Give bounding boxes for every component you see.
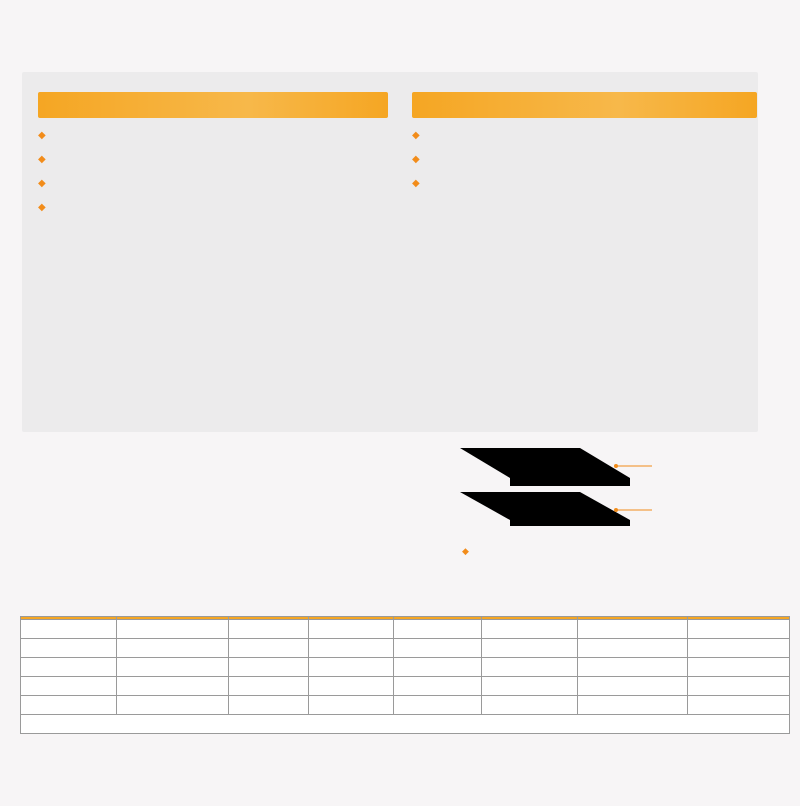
table-cell	[308, 639, 394, 658]
table-cell	[688, 639, 790, 658]
silicone-adhesive-edge	[510, 478, 630, 486]
feature-item	[38, 126, 388, 141]
table-cell	[228, 658, 308, 677]
silicone-adhesive-layer	[460, 448, 630, 478]
table-cell	[688, 677, 790, 696]
table-cell	[482, 658, 578, 677]
diamond-bullet-icon: ◆	[412, 130, 420, 141]
table-footer-row	[21, 715, 790, 734]
leader-dot	[614, 508, 618, 512]
features-section	[38, 92, 388, 222]
page-header	[18, 8, 778, 11]
table-cell	[578, 639, 688, 658]
table-cell	[578, 658, 688, 677]
table-row	[21, 677, 790, 696]
table-cell	[228, 620, 308, 639]
table-cell	[482, 639, 578, 658]
table-cell	[116, 696, 228, 715]
structure-note	[462, 544, 782, 560]
table-cell	[482, 620, 578, 639]
table-row	[21, 696, 790, 715]
table-cell	[482, 677, 578, 696]
film-structure-diagram	[420, 440, 780, 540]
application-item	[412, 150, 757, 165]
feature-item	[38, 198, 388, 213]
table-cell	[578, 620, 688, 639]
table-cell	[482, 696, 578, 715]
table-cell	[21, 620, 117, 639]
table-cell	[308, 677, 394, 696]
table-cell	[116, 658, 228, 677]
diamond-bullet-icon: ◆	[38, 178, 46, 189]
table-cell	[21, 677, 117, 696]
structure-note-cn	[462, 544, 782, 559]
table-cell	[228, 696, 308, 715]
leader-dot	[614, 464, 618, 468]
diamond-bullet-icon: ◆	[412, 154, 420, 165]
table-cell	[308, 696, 394, 715]
table-row	[21, 639, 790, 658]
table-cell	[688, 696, 790, 715]
table-cell	[21, 639, 117, 658]
diamond-bullet-icon: ◆	[38, 130, 46, 141]
remark	[18, 774, 788, 775]
table-cell	[116, 677, 228, 696]
table-row	[21, 620, 790, 639]
features-heading	[38, 92, 388, 118]
table-cell	[308, 620, 394, 639]
table-cell	[578, 677, 688, 696]
application-heading	[412, 92, 757, 118]
feature-item	[38, 174, 388, 189]
table-cell	[394, 696, 482, 715]
table-cell	[394, 620, 482, 639]
table-cell	[21, 658, 117, 677]
table-cell	[116, 620, 228, 639]
film-layers-illustration	[420, 440, 780, 540]
table-cell	[578, 696, 688, 715]
table-row	[21, 658, 790, 677]
pet-film-layer	[460, 492, 630, 520]
table-cell	[228, 677, 308, 696]
pet-film-edge	[510, 520, 630, 526]
table-cell	[394, 677, 482, 696]
application-item	[412, 126, 757, 141]
diamond-bullet-icon: ◆	[38, 154, 46, 165]
diamond-bullet-icon: ◆	[462, 547, 469, 557]
table-cell	[228, 639, 308, 658]
table-cell	[308, 658, 394, 677]
table-cell	[21, 696, 117, 715]
table-cell	[116, 639, 228, 658]
application-section	[412, 92, 757, 198]
application-item	[412, 174, 757, 189]
table-cell	[394, 639, 482, 658]
specification-cell	[21, 715, 790, 734]
diamond-bullet-icon: ◆	[38, 202, 46, 213]
table-cell	[394, 658, 482, 677]
properties-heading	[18, 587, 24, 605]
table-cell	[688, 620, 790, 639]
feature-item	[38, 150, 388, 165]
properties-table	[20, 616, 790, 734]
table-cell	[688, 658, 790, 677]
diamond-bullet-icon: ◆	[412, 178, 420, 189]
